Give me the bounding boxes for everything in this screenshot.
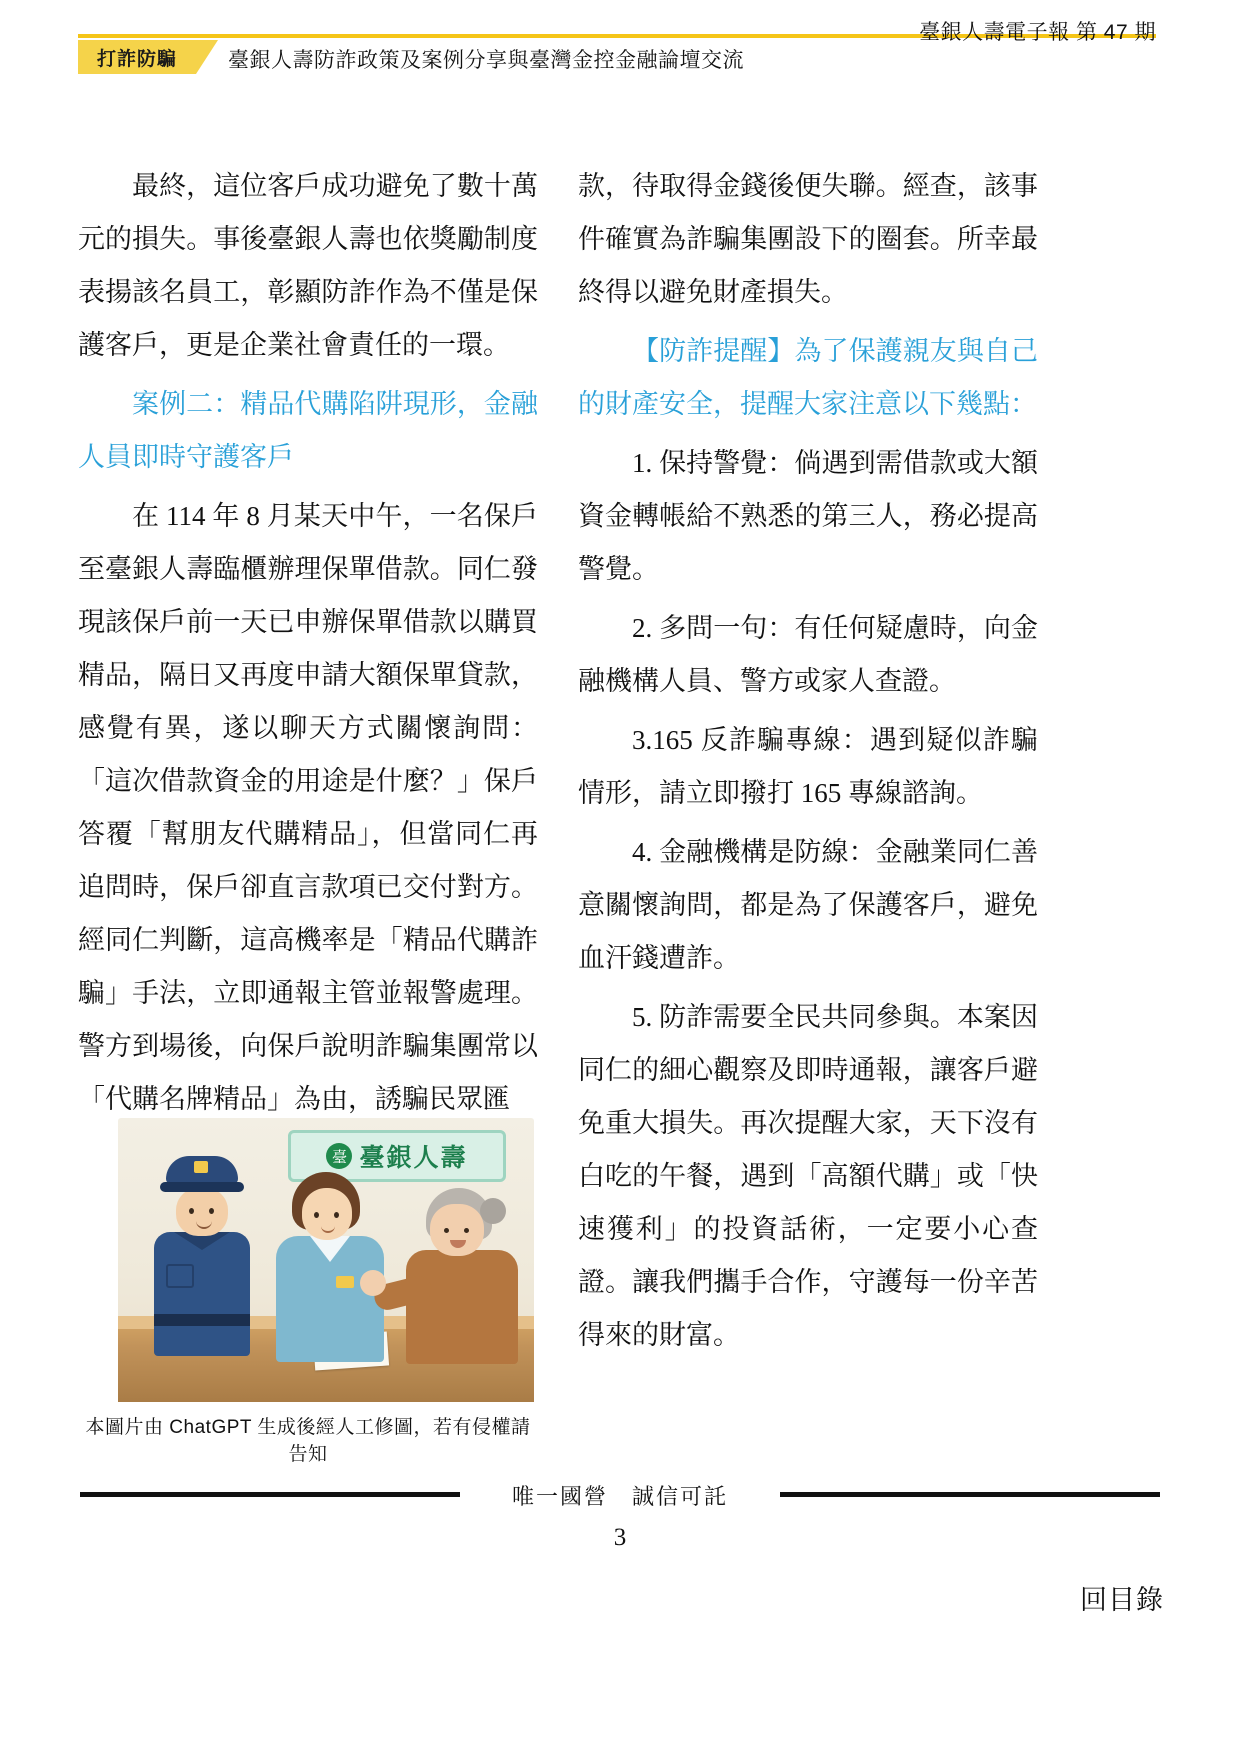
policeman-mouth: [196, 1220, 212, 1229]
company-logo-icon: 臺: [326, 1143, 352, 1169]
anti-fraud-reminder-paragraph: [578, 325, 1038, 431]
policeman-belt: [154, 1314, 250, 1326]
tip-item-5: 5. 防詐需要全民共同參與。本案因同仁的細心觀察及即時通報，讓客戶避免重大損失。再次提醒大家，天下沒有白吃的午餐，遇到「高額代購」或「快速獲利」的投資話術，一定要小心查證。讓我們攜手合作，守護每一份辛苦得來的財富。: [578, 1002, 1038, 1350]
back-to-toc-link[interactable]: 回目錄: [1080, 1585, 1164, 1615]
clerk-mouth: [321, 1224, 335, 1233]
clerk-eye-left: [314, 1212, 319, 1218]
reminder-label: 【防詐提醒】: [632, 336, 795, 366]
reminder-text: 為了保護親友與自己的財產安全，提醒大家注意以下幾點：: [578, 336, 1039, 419]
illustration-canvas: [118, 1118, 534, 1402]
case-two-body: 在 114 年 8 月某天中午，一名保戶至臺銀人壽臨櫃辦理保單借款。同仁發現該保戶前一天已申辦保單借款以購買精品，隔日又再度申請大額保單貸款，感覺有異，遂以聊天方式關懷詢問：「這次借款資金的用途是什麼？」保戶答覆「幫朋友代購精品」，但當同仁再追問時，保戶卻直言款項已交付對方。經同仁判斷，這高機率是「精品代購詐騙」手法，立即通報主管並報警處理。警方到場後，向保戶說明詐騙集團常以「代購名牌精品」為由，誘騙民眾匯: [78, 501, 538, 1114]
footer-motto: 唯一國營 誠信可託: [511, 1484, 728, 1509]
customer-clothing: [406, 1250, 518, 1364]
branch-sign-text: 臺銀人壽: [359, 1144, 468, 1172]
customer-hair-bun: [480, 1198, 506, 1224]
policeman-hat-badge-icon: [194, 1161, 208, 1173]
customer-hand: [360, 1270, 386, 1296]
customer-eye-right: [464, 1228, 469, 1233]
right-paragraph-continuation: 款，待取得金錢後便失聯。經查，該事件確實為詐騙集團設下的圈套。所幸最終得以避免財產損失。: [578, 171, 1038, 307]
header-article-subject: 臺銀人壽防詐政策及案例分享與臺灣金控金融論壇交流: [228, 49, 744, 72]
customer-mouth: [450, 1240, 466, 1248]
policeman-pocket: [166, 1264, 194, 1288]
tip-item-3: 3.165 反詐騙專線：遇到疑似詐騙情形，請立即撥打 165 專線諮詢。: [578, 725, 1038, 808]
left-paragraph-1: 最終，這位客戶成功避免了數十萬元的損失。事後臺銀人壽也依獎勵制度表揚該名員工，彰顯防詐作為不僅是保護客戶，更是企業社會責任的一環。: [78, 171, 538, 360]
page-header: [0, 0, 1240, 86]
policeman-eye-right: [209, 1208, 214, 1214]
customer-eye-left: [444, 1228, 449, 1233]
policeman-uniform: [154, 1232, 250, 1356]
page-number: 3: [613, 1524, 627, 1551]
tip-item-4: 4. 金融機構是防線：金融業同仁善意關懷詢問，都是為了保護客戶，避免血汗錢遭詐。: [578, 837, 1038, 973]
illustration-image: [96, 1118, 556, 1402]
bank-clerk-figure: [270, 1172, 390, 1362]
clerk-name-badge: [336, 1276, 354, 1288]
policeman-hat-brim: [160, 1182, 244, 1192]
clerk-face: [302, 1188, 352, 1240]
header-category-tag: 打詐防騙: [78, 40, 196, 74]
tip-item-1: 1. 保持警覺：倘遇到需借款或大額資金轉帳給不熟悉的第三人，務必提高警覺。: [578, 448, 1038, 584]
case-two-heading: 案例二：精品代購陷阱現形，金融人員即時守護客戶: [78, 389, 538, 472]
header-publication-issue: 臺銀人壽電子報 第 47 期: [919, 21, 1156, 44]
right-column: [578, 160, 1038, 1368]
elderly-customer-figure: [400, 1188, 522, 1364]
customer-face: [430, 1204, 484, 1256]
left-column: [78, 160, 538, 1132]
policeman-figure: [144, 1156, 260, 1356]
figure-caption: 本圖片由 ChatGPT 生成後經人工修圖，若有侵權請告知: [85, 1417, 531, 1465]
clerk-eye-right: [334, 1212, 339, 1218]
policeman-face: [176, 1188, 228, 1236]
header-tag-slant-decoration: [196, 40, 218, 74]
article-figure: [78, 1118, 538, 1466]
policeman-eye-left: [189, 1208, 194, 1214]
tip-item-2: 2. 多問一句：有任何疑慮時，向金融機構人員、警方或家人查證。: [578, 613, 1038, 696]
